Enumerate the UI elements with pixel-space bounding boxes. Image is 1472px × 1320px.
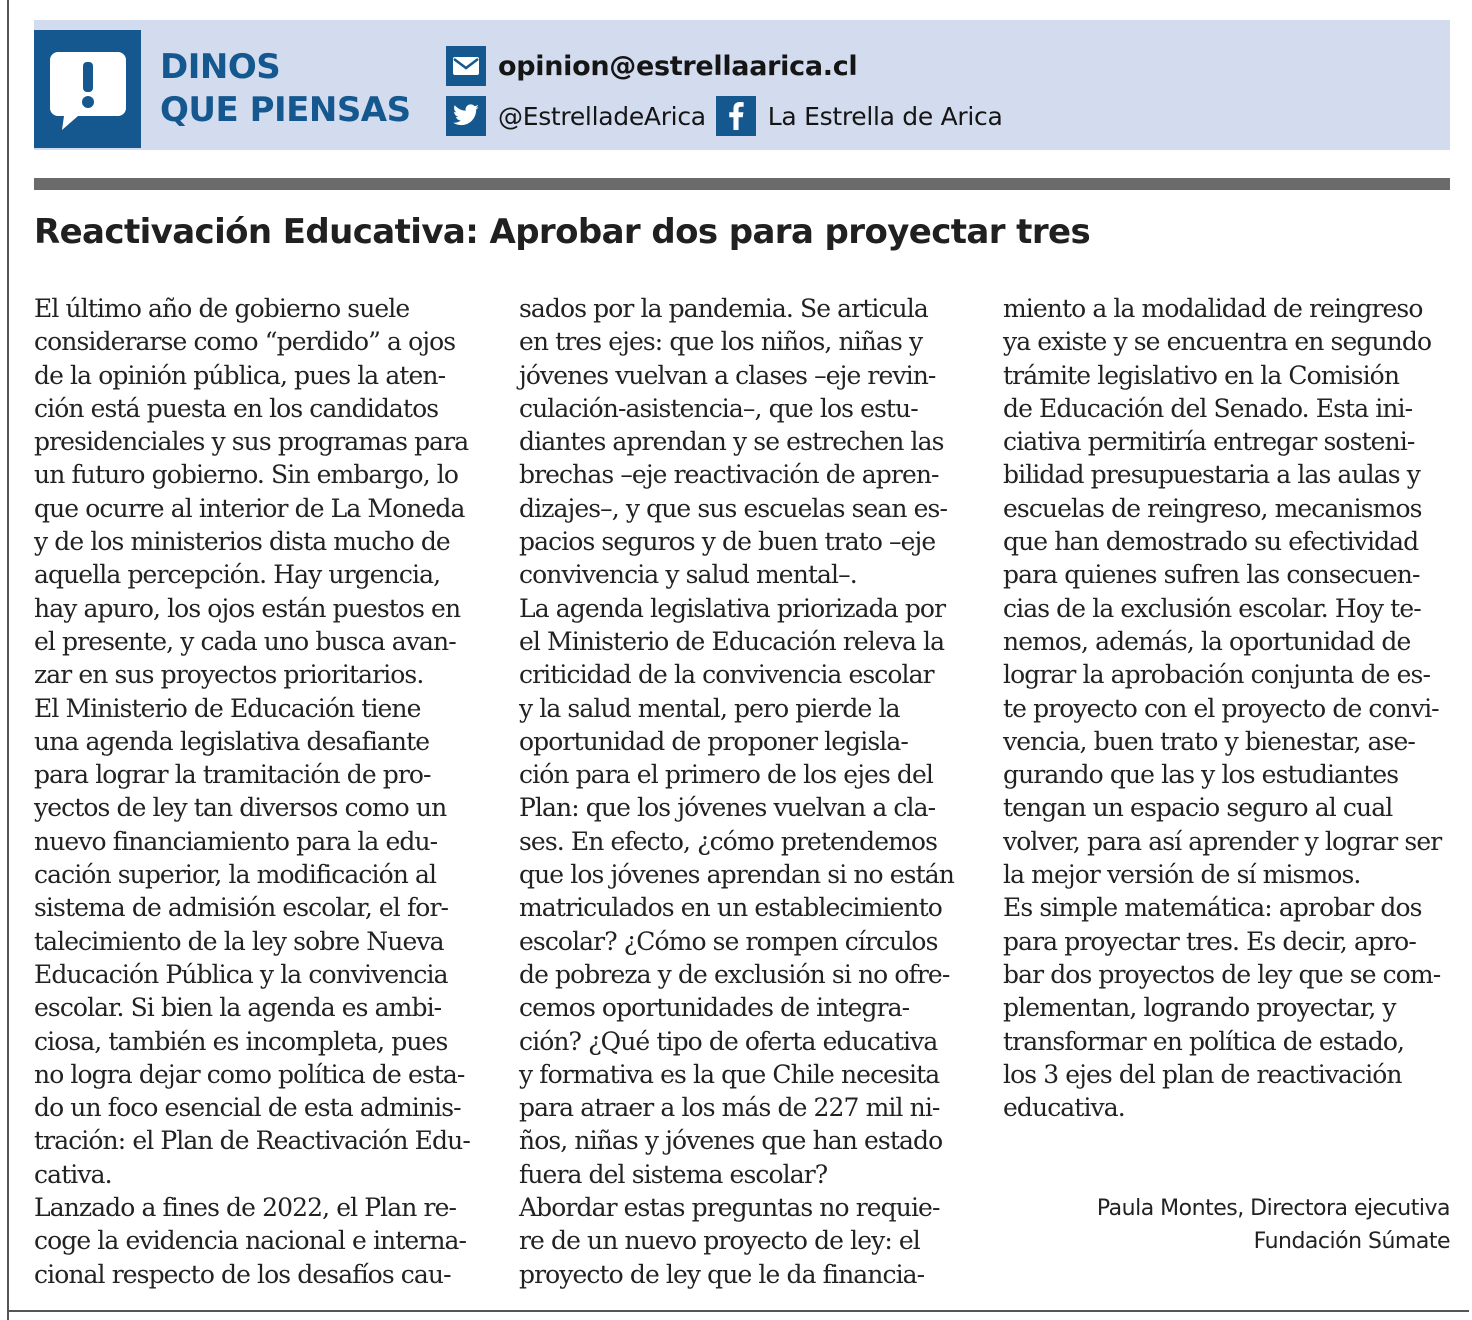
- article-text-line: dizajes–, y que sus escuelas sean es-: [519, 493, 948, 523]
- article-text-line: sados por la pandemia. Se articula: [519, 294, 928, 323]
- article-text-line: pacios seguros y de buen trato –eje: [519, 527, 936, 557]
- article-text-line: cional respecto de los desafíos cau-: [34, 1259, 451, 1289]
- article-text-line: cemos oportunidades de integra-: [519, 993, 910, 1023]
- article-text-line: jóvenes vuelvan a clases –eje revin-: [519, 360, 936, 390]
- article-text-line: hay apuro, los ojos están puestos en: [34, 593, 461, 623]
- article-text-line: sistema de admisión escolar, el for-: [34, 893, 449, 923]
- page-edge-bottom: [7, 1310, 1469, 1312]
- article-text-line: una agenda legislativa desafiante: [34, 726, 430, 756]
- article-text-line: para quienes sufren las consecuen-: [1003, 560, 1420, 590]
- article-text-line: Plan: que los jóvenes vuelvan a cla-: [519, 793, 936, 823]
- article-text-line: lograr la aprobación conjunta de es-: [1003, 660, 1430, 690]
- article-text-line: cativa.: [34, 1159, 112, 1189]
- article-text-line: de Educación del Senado. Esta ini-: [1003, 393, 1413, 423]
- article-text-line: gurando que las y los estudiantes: [1003, 760, 1399, 790]
- article-text-line: considerarse como “perdido” a ojos: [34, 327, 456, 357]
- article-text-line: miento a la modalidad de reingreso: [1003, 294, 1423, 323]
- article-text-line: aquella percepción. Hay urgencia,: [34, 560, 441, 590]
- social-contacts: [446, 96, 1002, 136]
- article-text-line: bar dos proyectos de ley que se com-: [1003, 959, 1441, 989]
- opinion-banner: [34, 20, 1450, 150]
- article-text-line: ses. En efecto, ¿cómo pretendemos: [519, 826, 938, 856]
- article-text-line: vencia, buen trato y bienestar, ase-: [1003, 726, 1415, 756]
- facebook-f-icon: [716, 96, 756, 136]
- article-text-line: el presente, y cada uno busca avan-: [34, 626, 456, 656]
- article-text-line: un futuro gobierno. Sin embargo, lo: [34, 460, 459, 490]
- article-text-line: brechas –eje reactivación de apren-: [519, 460, 939, 490]
- author-byline: [1097, 1192, 1450, 1258]
- byline-author: Paula Montes, Directora ejecutiva: [1096, 1196, 1450, 1221]
- article-text-line: Abordar estas preguntas no requie-: [519, 1193, 940, 1223]
- article-text-line: nemos, además, la oportunidad de: [1003, 626, 1411, 656]
- article-text-line: trámite legislativo en la Comisión: [1003, 360, 1400, 390]
- page-edge-left: [7, 0, 9, 1320]
- article-text-line: Lanzado a fines de 2022, el Plan re-: [34, 1193, 457, 1223]
- banner-title-line2: QUE PIENSAS: [160, 90, 411, 130]
- article-text-line: presidenciales y sus programas para: [34, 427, 469, 457]
- article-text-line: los 3 ejes del plan de reactivación: [1003, 1059, 1402, 1089]
- article-text-line: convivencia y salud mental–.: [519, 560, 857, 590]
- article-text-line: criticidad de la convivencia escolar: [519, 660, 934, 690]
- article-text-line: oportunidad de proponer legisla-: [519, 726, 908, 756]
- article-text-line: que los jóvenes aprendan si no están: [519, 860, 954, 890]
- banner-title-line1: DINOS: [160, 47, 281, 87]
- article-text-line: para lograr la tramitación de pro-: [34, 760, 431, 790]
- article-text-line: te proyecto con el proyecto de convi-: [1003, 693, 1439, 723]
- email-address[interactable]: opinion@estrellaarica.cl: [498, 50, 858, 82]
- article-text-line: tración: el Plan de Reactivación Edu-: [34, 1126, 470, 1156]
- article-text-line: culación-asistencia–, que los estu-: [519, 393, 918, 423]
- article-column-3: [1003, 292, 1458, 1124]
- email-contact: [446, 46, 857, 86]
- banner-title: [160, 46, 411, 132]
- article-text-line: volver, para así aprender y lograr ser: [1003, 826, 1442, 856]
- article-column-1: [34, 292, 489, 1291]
- exclamation-speech-icon: [48, 48, 128, 134]
- article-text-line: cias de la exclusión escolar. Hoy te-: [1003, 593, 1421, 623]
- article-text-line: zar en sus proyectos prioritarios.: [34, 660, 424, 690]
- article-text-line: para atraer a los más de 227 mil ni-: [519, 1093, 940, 1123]
- article-text-line: Educación Pública y la convivencia: [34, 959, 448, 989]
- article-text-line: talecimiento de la ley sobre Nueva: [34, 926, 444, 956]
- article-text-line: ños, niñas y jóvenes que han estado: [519, 1126, 943, 1156]
- article-text-line: nuevo financiamiento para la edu-: [34, 826, 438, 856]
- article-text-line: ción para el primero de los ejes del: [519, 760, 934, 790]
- article-text-line: fuera del sistema escolar?: [519, 1159, 828, 1189]
- byline-organization: Fundación Súmate: [1253, 1229, 1450, 1254]
- article-text-line: tengan un espacio seguro al cual: [1003, 793, 1393, 823]
- banner-icon-box: [34, 30, 141, 148]
- article-text-line: no logra dejar como política de esta-: [34, 1059, 465, 1089]
- article-text-line: de pobreza y de exclusión si no ofre-: [519, 959, 950, 989]
- article-text-line: que ocurre al interior de La Moneda: [34, 493, 465, 523]
- article-column-2: [519, 292, 974, 1291]
- facebook-page[interactable]: La Estrella de Arica: [767, 101, 1003, 131]
- article-text-line: transformar en política de estado,: [1003, 1026, 1405, 1056]
- article-text-line: ya existe y se encuentra en segundo: [1003, 327, 1432, 357]
- article-text-line: El último año de gobierno suele: [34, 294, 410, 323]
- article-text-line: y de los ministerios dista mucho de: [34, 527, 450, 557]
- article-text-line: escolar. Si bien la agenda es ambi-: [34, 993, 442, 1023]
- article-text-line: para proyectar tres. Es decir, apro-: [1003, 926, 1416, 956]
- twitter-handle[interactable]: @EstrelladeArica: [498, 101, 706, 131]
- article-text-line: y la salud mental, pero pierde la: [519, 693, 900, 723]
- article-text-line: ciosa, también es incompleta, pues: [34, 1026, 448, 1056]
- article-text-line: que han demostrado su efectividad: [1003, 527, 1419, 557]
- article-text-line: escolar? ¿Cómo se rompen círculos: [519, 926, 938, 956]
- article-text-line: yectos de ley tan diversos como un: [34, 793, 447, 823]
- article-text-line: la mejor versión de sí mismos.: [1003, 860, 1361, 890]
- article-text-line: en tres ejes: que los niños, niñas y: [519, 327, 923, 357]
- article-text-line: matriculados en un establecimiento: [519, 893, 942, 923]
- article-text-line: ción? ¿Qué tipo de oferta educativa: [519, 1026, 938, 1056]
- twitter-bird-icon: [446, 96, 486, 136]
- section-rule: [34, 178, 1450, 190]
- article-text-line: escuelas de reingreso, mecanismos: [1003, 493, 1422, 523]
- article-text-line: La agenda legislativa priorizada por: [519, 593, 946, 623]
- article-text-line: educativa.: [1003, 1093, 1125, 1123]
- article-text-line: y formativa es la que Chile necesita: [519, 1059, 940, 1089]
- envelope-icon: [446, 46, 486, 86]
- article-text-line: ción está puesta en los candidatos: [34, 393, 439, 423]
- article-text-line: de la opinión pública, pues la aten-: [34, 360, 446, 390]
- article-text-line: cación superior, la modificación al: [34, 860, 437, 890]
- article-text-line: do un foco esencial de esta adminis-: [34, 1093, 461, 1123]
- article-text-line: El Ministerio de Educación tiene: [34, 693, 421, 723]
- article-text-line: ciativa permitiría entregar sosteni-: [1003, 427, 1415, 457]
- article-text-line: re de un nuevo proyecto de ley: el: [519, 1226, 920, 1256]
- article-text-line: plementan, logrando proyectar, y: [1003, 993, 1396, 1023]
- article-text-line: Es simple matemática: aprobar dos: [1003, 893, 1422, 923]
- article-text-line: diantes aprendan y se estrechen las: [519, 427, 944, 457]
- article-headline: Reactivación Educativa: Aprobar dos para proyectar tres: [34, 212, 1091, 252]
- article-text-line: bilidad presupuestaria a las aulas y: [1003, 460, 1420, 490]
- article-text-line: proyecto de ley que le da financia-: [519, 1259, 925, 1289]
- article-text-line: el Ministerio de Educación releva la: [519, 626, 945, 656]
- article-text-line: coge la evidencia nacional e interna-: [34, 1226, 467, 1256]
